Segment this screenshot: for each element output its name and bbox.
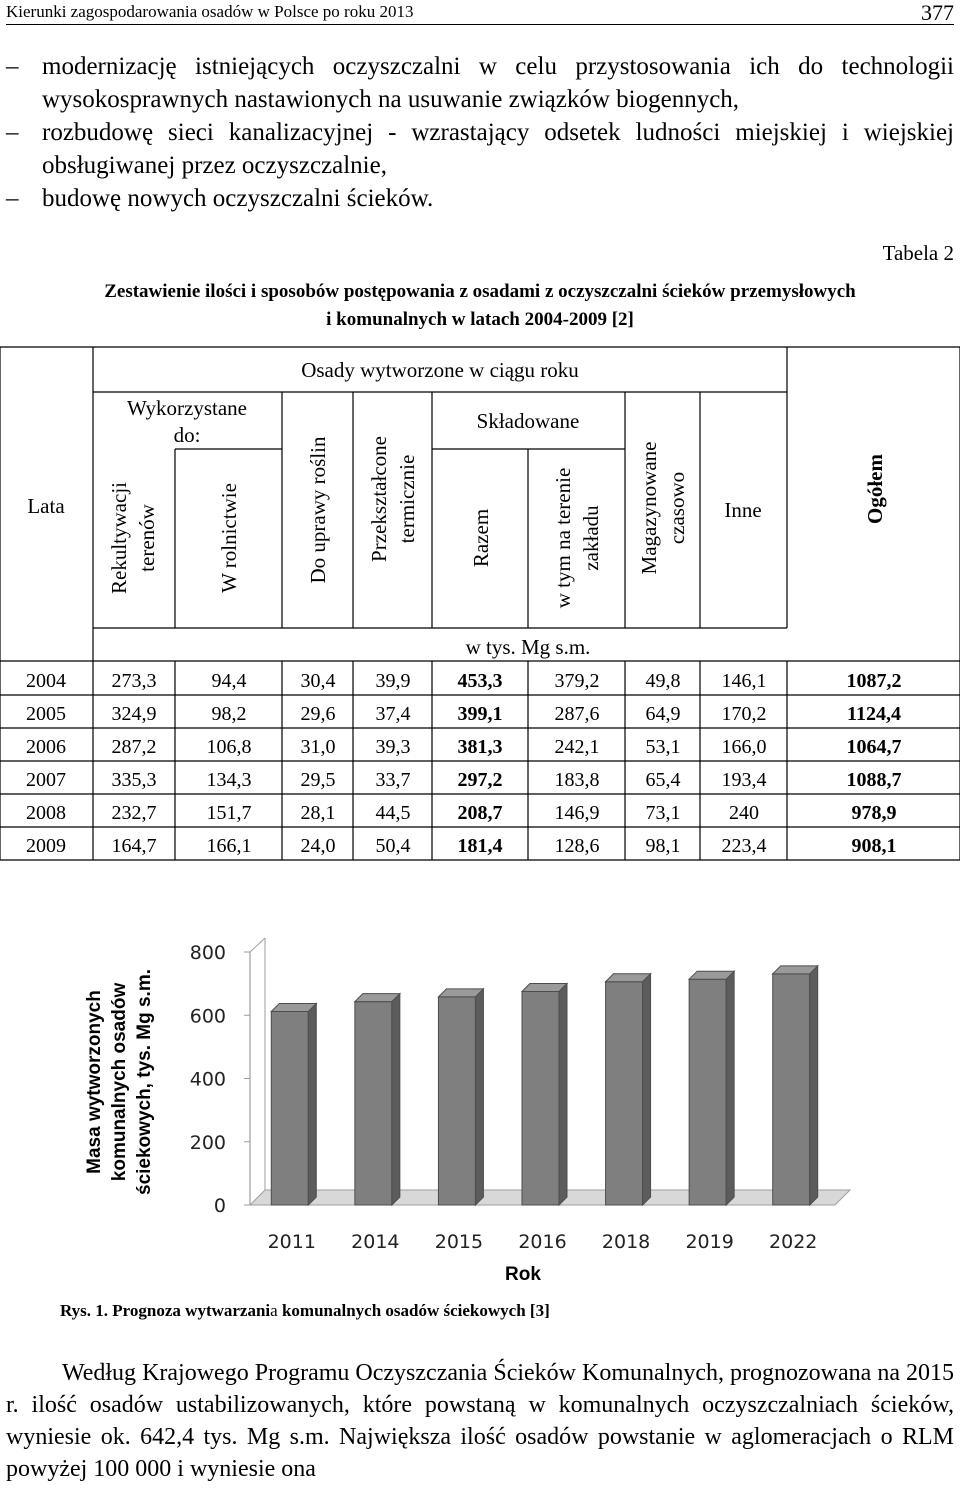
chart-back-wall [250, 938, 265, 1190]
x-tick-label: 2015 [434, 1231, 484, 1253]
table-row [26, 670, 902, 692]
y-axis-title-line-3: ściekowych, tys. Mg s.m. [134, 969, 155, 1195]
list-item: – budowę nowych oczyszczalni ścieków. [6, 182, 954, 215]
x-tick-label: 2011 [267, 1231, 316, 1253]
table-cell: 98,2 [211, 703, 247, 725]
table-cell: 183,8 [554, 769, 600, 791]
header-osady: Osady wytworzone w ciągu roku [301, 358, 579, 382]
table-cell: 166,0 [721, 736, 767, 758]
table-cell: 170,2 [721, 703, 767, 725]
table-cell: 151,7 [206, 802, 252, 824]
x-tick-label: 2022 [769, 1231, 818, 1253]
bar [606, 974, 651, 1205]
table-cell: 53,1 [645, 736, 681, 758]
bar [522, 984, 567, 1205]
bar-front [355, 1002, 392, 1205]
table-cell: 2005 [26, 703, 66, 725]
dash-bullet-icon: – [6, 119, 19, 146]
table-cell: 134,3 [206, 769, 252, 791]
bar-side [726, 971, 734, 1205]
table-label: Tabela 2 [882, 241, 954, 265]
table-cell: 30,4 [300, 670, 336, 692]
running-title: Kierunki zagospodarowania osadów w Polsce po roku 2013 [6, 2, 414, 21]
bar [689, 971, 734, 1205]
table-title: Zestawienie ilości i sposobów postępowania z osadami z oczyszczalni ścieków przemysłowych i komunalnych w latach 2004-2009 [2] [104, 281, 856, 330]
table-cell: 65,4 [645, 769, 681, 791]
table-cell: 223,4 [721, 835, 767, 857]
table-row [26, 736, 902, 758]
y-axis-title [84, 969, 155, 1195]
table-cell: 978,9 [851, 802, 897, 824]
table-cell: 39,9 [375, 670, 411, 692]
table-cell: 2007 [26, 769, 66, 791]
figure-caption: Rys. 1. Prognoza wytwarzania komunalnych osadów ściekowych [3] [60, 1301, 550, 1320]
table-cell: 208,7 [457, 802, 503, 824]
bar-front [271, 1011, 308, 1205]
header-skladowane: Składowane [476, 409, 580, 433]
x-tick-label: 2014 [351, 1231, 400, 1253]
bar-chart [0, 900, 960, 1300]
table-cell: 49,8 [645, 670, 681, 692]
header-ogolem: Ogółem [863, 454, 887, 524]
y-tick-label: 200 [189, 1131, 226, 1154]
table-cell: 453,3 [457, 670, 503, 692]
header-w-tym: w tym na terenie [551, 467, 575, 609]
table-cell: 297,2 [457, 769, 503, 791]
bar-side [643, 974, 651, 1205]
table-row [26, 703, 901, 725]
bar-front [689, 979, 726, 1205]
x-axis-labels [268, 1231, 818, 1253]
table-cell: 29,6 [300, 703, 336, 725]
bar-side [308, 1003, 316, 1205]
table-cell: 181,4 [457, 835, 503, 857]
unit-label: w tys. Mg s.m. [465, 635, 591, 659]
x-tick-label: 2018 [601, 1231, 651, 1253]
y-tick-label: 800 [189, 942, 226, 964]
y-tick-label: 600 [189, 1005, 226, 1028]
table-cell: 399,1 [457, 703, 503, 725]
bar-top [606, 974, 651, 982]
header-rekultywacji: Rekultywacji [107, 482, 131, 594]
header-lata: Lata [27, 494, 65, 518]
table-row [26, 835, 897, 857]
bar [355, 994, 400, 1205]
table-cell: 2006 [26, 736, 66, 758]
table-cell: 240 [729, 802, 759, 824]
page-number: 377 [921, 0, 954, 25]
bars-group [271, 966, 817, 1205]
table-cell: 2008 [26, 802, 66, 824]
x-axis-title: Rok [505, 1264, 541, 1285]
bar-side [810, 966, 818, 1205]
table-cell: 24,0 [300, 835, 336, 857]
table-cell: 28,1 [300, 802, 336, 824]
table-cell: 146,9 [554, 802, 600, 824]
y-tick-label: 0 [213, 1195, 226, 1217]
table-row [26, 802, 897, 824]
table-cell: 1088,7 [846, 769, 902, 791]
header-czasowo: czasowo [665, 471, 689, 545]
y-tick-label: 400 [189, 1068, 226, 1091]
header-przeksztalcone: Przekształcone [367, 436, 391, 562]
table-cell: 2004 [26, 670, 66, 692]
table-cell: 31,0 [300, 736, 336, 758]
table-cell: 33,7 [375, 769, 411, 791]
table-cell: 106,8 [206, 736, 252, 758]
header-wykorzystane-do: do: [173, 423, 201, 447]
table-body [26, 670, 902, 857]
header-uprawy: Do uprawy roślin [306, 436, 330, 584]
x-tick-label: 2016 [518, 1231, 567, 1253]
table-cell: 324,9 [111, 703, 157, 725]
table-cell: 381,3 [457, 736, 503, 758]
bar-top [438, 989, 483, 997]
table-cell: 287,6 [554, 703, 600, 725]
header-zakladu: zakładu [579, 505, 603, 571]
bar [773, 966, 818, 1205]
bar-top [522, 984, 567, 992]
table-cell: 73,1 [645, 802, 681, 824]
table-cell: 335,3 [111, 769, 157, 791]
table-cell: 1064,7 [846, 736, 902, 758]
body-paragraph: Według Krajowego Programu Oczyszczania Ścieków Komunalnych, prognozowana na 2015 r. ilość osadów ustabilizowanych, które powstaną w komunalnych oczyszczalniach ścieków, wyniesie ok. 642,4 tys. Mg s.m. Największa ilość osadów powstanie w aglomeracjach o RLM powyżej 100 000 i wyniesie ona [6, 1360, 954, 1482]
table-cell: 44,5 [375, 802, 411, 824]
bar-top [773, 966, 818, 974]
dash-bullet-icon: – [6, 53, 19, 80]
table-cell: 193,4 [721, 769, 767, 791]
y-axis-ticks [190, 942, 250, 1217]
table-cell: 2009 [26, 835, 66, 857]
header-inne: Inne [724, 498, 762, 522]
table-cell: 1124,4 [847, 703, 901, 725]
table-cell: 164,7 [111, 835, 157, 857]
table-cell: 64,9 [645, 703, 681, 725]
bar-side [559, 984, 567, 1205]
table-cell: 1087,2 [846, 670, 902, 692]
header-magazynowane: Magazynowane [637, 441, 661, 575]
x-tick-label: 2019 [685, 1231, 734, 1253]
header-termicznie: termicznie [395, 454, 419, 544]
table-cell: 273,3 [111, 670, 157, 692]
table-cell: 94,4 [211, 670, 247, 692]
table-cell: 98,1 [645, 835, 681, 857]
y-axis-title-line-2: komunalnych osadów [109, 982, 130, 1182]
bar-front [606, 982, 643, 1205]
y-axis-title-line-1: Masa wytworzonych [84, 990, 105, 1174]
bar-front [438, 997, 475, 1205]
table-cell: 379,2 [554, 670, 600, 692]
bar-top [271, 1003, 316, 1011]
bar-front [773, 974, 810, 1205]
bar-side [475, 989, 483, 1205]
bar [438, 989, 483, 1205]
table-cell: 50,4 [375, 835, 411, 857]
bar-top [689, 971, 734, 979]
header-rolnictwie: W rolnictwie [217, 483, 241, 593]
bar-side [392, 994, 400, 1205]
header-wykorzystane: Wykorzystane [126, 396, 248, 420]
table-cell: 242,1 [554, 736, 600, 758]
bar [271, 1003, 316, 1205]
table-cell: 39,3 [375, 736, 411, 758]
header-razem: Razem [469, 508, 493, 568]
table-cell: 287,2 [111, 736, 157, 758]
table-cell: 232,7 [111, 802, 157, 824]
table-cell: 146,1 [721, 670, 767, 692]
list-item: – rozbudowę sieci kanalizacyjnej - wzrastający odsetek ludności miejskiej i wiejskiej obsługiwanej przez oczyszczalnie, [6, 116, 954, 182]
table-row [26, 769, 902, 791]
table-cell: 128,6 [554, 835, 600, 857]
list-item: – modernizację istniejących oczyszczalni w celu przystosowania ich do technologii wysokosprawnych nastawionych na usuwanie związków biogennych, [6, 50, 954, 116]
header-rekultywacji-terenow: terenów [135, 504, 159, 572]
table-cell: 29,5 [300, 769, 336, 791]
table-cell: 37,4 [375, 703, 411, 725]
table-cell: 166,1 [206, 835, 252, 857]
table-cell: 908,1 [851, 835, 897, 857]
bar-front [522, 992, 559, 1205]
dash-bullet-icon: – [6, 185, 19, 212]
bar-top [355, 994, 400, 1002]
